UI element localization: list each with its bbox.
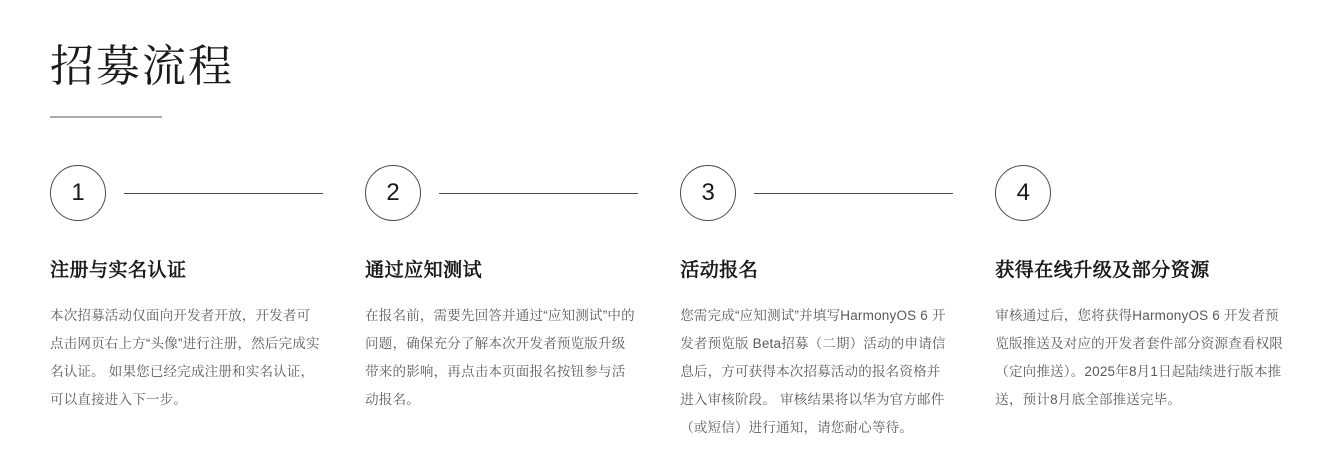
title-underline-divider [50, 116, 162, 118]
step-body-1: 本次招募活动仅面向开发者开放，开发者可点击网页右上方“头像”进行注册，然后完成实名认证。 如果您已经完成注册和实名认证，可以直接进入下一步。 [50, 308, 320, 407]
step-item-3 [680, 164, 995, 442]
steps-list [50, 164, 1290, 442]
step-marker-row-4 [995, 164, 1290, 222]
step-item-2 [365, 164, 680, 414]
step-heading-4: 获得在线升级及部分资源 [995, 260, 1210, 281]
step-heading-3: 活动报名 [680, 260, 759, 281]
step-heading-1: 注册与实名认证 [50, 260, 187, 281]
step-marker-row-2 [365, 164, 638, 222]
step-item-4 [995, 164, 1290, 414]
step-connector-line-2 [439, 193, 638, 194]
step-body-3: 您需完成“应知测试”并填写HarmonyOS 6 开发者预览版 Beta招募（二期）活动的申请信息后，方可获得本次招募活动的报名资格并进入审核阶段。 审核结果将以华为官方邮件（或短信）进行通知，请您耐心等待。 [680, 308, 946, 435]
step-number-badge-4: 4 [995, 165, 1051, 221]
step-body-4: 审核通过后，您将获得HarmonyOS 6 开发者预览版推送及对应的开发者套件部分资源查看权限（定向推送）。2025年8月1日起陆续进行版本推送，预计8月底全部推送完毕。 [995, 308, 1283, 407]
page-title: 招募流程 [50, 42, 234, 91]
step-body-2: 在报名前，需要先回答并通过“应知测试”中的问题，确保充分了解本次开发者预览版升级带来的影响，再点击本页面报名按钮参与活动报名。 [365, 308, 635, 407]
step-connector-line-3 [754, 193, 953, 194]
step-heading-2: 通过应知测试 [365, 260, 483, 281]
step-marker-row-1 [50, 164, 323, 222]
step-number-badge-3: 3 [680, 165, 736, 221]
step-number-badge-1: 1 [50, 165, 106, 221]
step-marker-row-3 [680, 164, 953, 222]
step-item-1 [50, 164, 365, 414]
title-block [50, 36, 234, 118]
step-number-badge-2: 2 [365, 165, 421, 221]
step-connector-line-1 [124, 193, 323, 194]
